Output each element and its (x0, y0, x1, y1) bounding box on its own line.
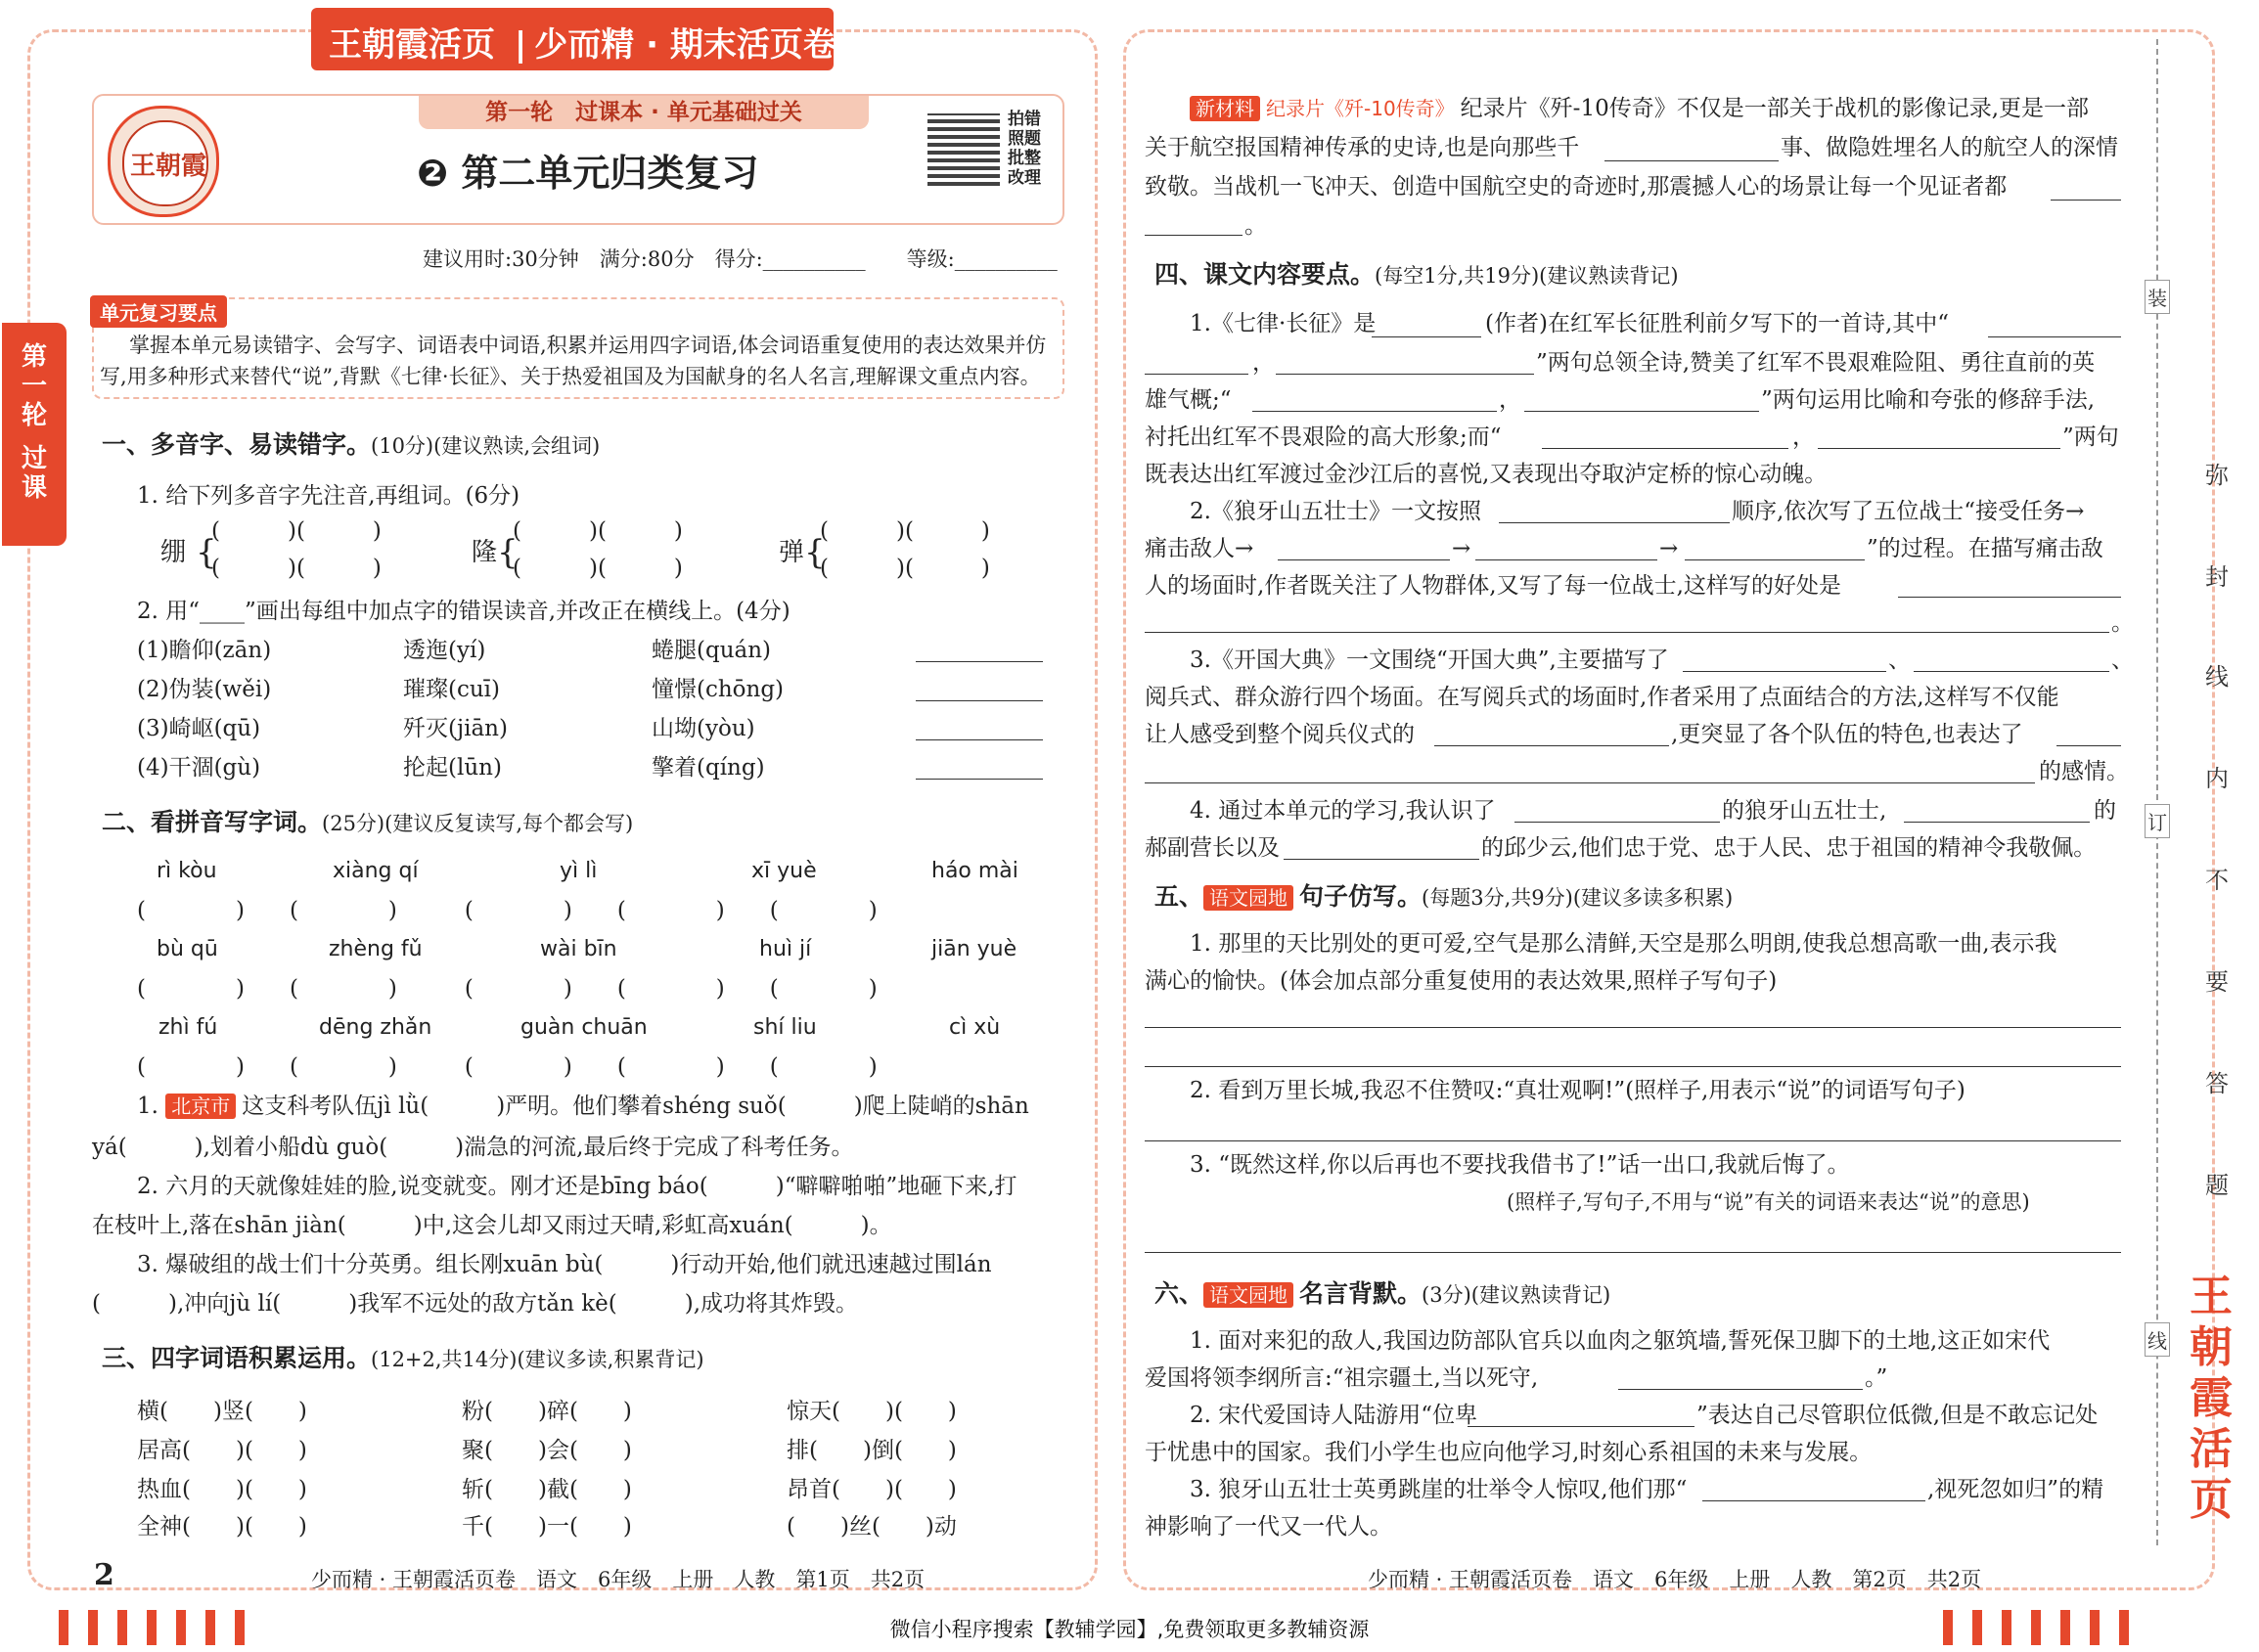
seal-note-6: 要 (2205, 968, 2229, 996)
s4-blank-emotion-2[interactable] (1145, 782, 2035, 783)
footer-right-text: 少而精 · 王朝霞活页卷 语文 6年级 上册 人教 第2页 共2页 (1368, 1568, 1982, 1591)
misread-4-3: 擎着(qíng) (652, 755, 765, 781)
pinyin-2-1: bù qū (157, 937, 218, 961)
idiom-4-3[interactable]: ( )丝( )动 (787, 1514, 957, 1540)
s4-l5: 既表达出红军渡过金沙江后的喜悦,又表现出夺取泸定桥的惊心动魄。 (1145, 462, 1828, 487)
qr-caption-4: 改理 (1008, 168, 1041, 188)
intro-source: 纪录片《歼-10传奇》 (1266, 97, 1455, 120)
s4-blank-1[interactable] (1988, 336, 2121, 337)
s4-l1a: 1.《七律·长征》是 (1190, 311, 1377, 336)
review-label: 单元复习要点 (90, 295, 227, 328)
binding-mark-1: 装 (2145, 280, 2170, 314)
header-banner: 王朝霞活页 | 少而精 · 期末活页卷 (311, 8, 834, 70)
intro-line-2a: 关于航空报国精神传承的史诗,也是向那些千 (1145, 135, 1580, 160)
s4-l6b: 顺序,依次写了五位战士“接受任务→ (1732, 499, 2085, 524)
s4-blank-emotion-1[interactable] (2056, 745, 2121, 746)
s4-l13a: 4. 通过本单元的学习,我认识了 (1190, 798, 1496, 824)
s6-q3b: ,视死忽如归”的精 (1927, 1477, 2104, 1502)
pinyin-2-2: zhèng fǔ (329, 937, 423, 961)
brand-seal-icon (108, 106, 219, 217)
poly-blank-2a[interactable]: ( )( ) (513, 518, 683, 544)
misread-3-1: (3)崎岖(qū) (137, 716, 261, 741)
region-tag: 北京市 (165, 1094, 236, 1119)
s4-l8: 人的场面时,作者既关注了人物群体,又写了每一位战士,这样写的好处是 (1145, 573, 1841, 599)
s6-q2a: 2. 宋代爱国诗人陆游用“位卑 (1190, 1403, 1478, 1428)
intro-line-3: 致敬。当战机一飞冲天、创造中国航空史的奇迹时,那震撼人心的场景让每一个见证者都 (1145, 174, 2008, 200)
qr-caption-1: 拍错 (1008, 110, 1041, 129)
seal-note-2: 封 (2205, 563, 2229, 591)
pinyin-2-3: wài bīn (540, 937, 617, 961)
misread-2-3: 憧憬(chōng) (652, 677, 785, 702)
poly-blank-1a[interactable]: ( )( ) (211, 518, 382, 544)
s6-blank-2[interactable] (1468, 1426, 1694, 1427)
s4-blank-order[interactable] (1499, 522, 1730, 523)
unit-title-wrap (417, 143, 758, 197)
section1-heading: 一、多音字、易读错字。(10分)(建议熟读,会组词) (102, 430, 601, 459)
qr-caption-2: 照题 (1008, 129, 1041, 149)
poly-blank-2b[interactable]: ( )( ) (513, 556, 683, 581)
s4-blank-scene-2[interactable] (1914, 671, 2109, 672)
qr-code-icon[interactable] (927, 113, 1000, 186)
s4-l7a: 痛击敌人→ (1145, 536, 1254, 561)
s6-q2b: ”表达自己尽管职位低微,但是不敢忘记处 (1696, 1403, 2099, 1428)
s5-answer-1b[interactable] (1145, 1066, 2121, 1067)
misread-4-1: (4)干涸(gù) (137, 755, 261, 781)
idiom-1-2[interactable]: 粉( )碎( ) (462, 1399, 632, 1424)
footer-left-text: 少而精 · 王朝霞活页卷 语文 6年级 上册 人教 第1页 共2页 (311, 1568, 926, 1591)
idiom-3-2[interactable]: 斩( )截( ) (462, 1477, 632, 1502)
section3-heading: 三、四字词语积累运用。(12+2,共14分)(建议多读,积累背记) (102, 1344, 704, 1372)
s4-blank-step-3[interactable] (1685, 559, 1865, 560)
poly-blank-1b[interactable]: ( )( ) (211, 556, 382, 581)
misread-4-2: 抡起(lūn) (403, 755, 502, 781)
pinyin-1-4: xī yuè (751, 859, 817, 883)
idiom-4-1[interactable]: 全神( )( ) (137, 1514, 307, 1540)
section4-heading: 四、课文内容要点。(每空1分,共19分)(建议熟读背记) (1154, 260, 1679, 289)
pinyin-3-3: guàn chuān (520, 1015, 648, 1040)
s4-l11a: 让人感受到整个阅兵仪式的 (1145, 722, 1415, 747)
s4-blank-hero-3[interactable] (1284, 859, 1479, 860)
poly-char-3: 弹 (779, 538, 805, 567)
s4-blank-step-2[interactable] (1475, 559, 1657, 560)
s4-l7b: ”的过程。在描写痛击敌 (1867, 536, 2103, 561)
s4-blank-2[interactable] (1145, 374, 1248, 375)
s6-q1b: 爱国将领李纲所言:“祖宗疆土,当以死守, (1145, 1365, 1539, 1391)
s4-l4b: ”两句 (2062, 424, 2119, 450)
s5-q3b: (照样子,写句子,不用与“说”有关的词语来表达“说”的意思) (1507, 1190, 2030, 1214)
seal-note-8: 题 (2205, 1172, 2229, 1199)
poly-blank-3b[interactable]: ( )( ) (820, 556, 990, 581)
binding-mark-3: 线 (2145, 1322, 2170, 1357)
intro-line-2b: 事、做隐姓埋名人的航空人的深情 (1781, 135, 2118, 160)
section6-heading: 六、 语文园地 名言背默。(3分)(建议熟读背记) (1154, 1279, 1611, 1308)
seal-note-7: 答 (2205, 1070, 2229, 1097)
pinyin-1-5: háo mài (931, 859, 1018, 883)
s6-q1a: 1. 面对来犯的敌人,我国边防部队官兵以血肉之躯筑墙,誓死保卫脚下的土地,这正如宋代 (1190, 1328, 2051, 1354)
s4-blank-4[interactable] (1252, 411, 1497, 412)
misread-1-2: 透迤(yí) (403, 638, 486, 663)
idiom-3-1[interactable]: 热血( )( ) (137, 1477, 307, 1502)
s4-blank-author[interactable] (1372, 336, 1481, 337)
s4-l14a: 郝副营长以及 (1145, 835, 1280, 861)
pinyin-2-4: huì jí (759, 937, 812, 961)
s4-blank-5[interactable] (1524, 411, 1759, 412)
s4-l13b: 的狼牙山五壮士, (1722, 798, 1887, 824)
binding-line (2156, 39, 2158, 1545)
s5-answer-3[interactable] (1145, 1252, 2121, 1253)
s5-q1b: 满心的愉快。(体会加点部分重复使用的表达效果,照样子写句子) (1145, 968, 1778, 994)
section5-heading: 五、 语文园地 句子仿写。(每题3分,共9分)(建议多读多积累) (1154, 882, 1734, 911)
pinyin-answers-row-2[interactable]: ( ) ( ) ( ) ( ) ( ) (137, 976, 878, 1002)
seal-note-1: 弥 (2205, 462, 2229, 489)
misread-2-2: 璀璨(cuī) (403, 677, 500, 702)
s5-answer-1a[interactable] (1145, 1027, 2121, 1028)
exam-meta: 建议用时:30分钟 满分:80分 得分:__________ 等级:__________ (423, 247, 1058, 271)
series-name: 少而精 · 期末活页卷 (534, 25, 836, 65)
s4-l12: 的感情。 (2039, 759, 2129, 784)
corner-brand: 王 朝 霞 活 页 (2190, 1272, 2233, 1525)
unit-number-icon: ❷ (417, 152, 449, 195)
s4-blank-benefit-1[interactable] (1898, 597, 2121, 598)
intro-blank-2b[interactable] (1145, 235, 1242, 236)
s1-q1: 1. 给下列多音字先注音,再组词。(6分) (137, 483, 520, 509)
s1-q2: 2. 用“____”画出每组中加点字的错误读音,并改正在横线上。(4分) (137, 599, 791, 624)
pinyin-1-2: xiàng qí (333, 859, 419, 883)
s4-l11b: ,更突显了各个队伍的特色,也表达了 (1671, 722, 2023, 747)
s5-q1a: 1. 那里的天比别处的更可爱,空气是那么清鲜,天空是那么明朗,使我总想高歌一曲,表示我 (1190, 931, 2057, 957)
s4-blank-feel[interactable] (1434, 745, 1669, 746)
s2-p2-line1: 2. 六月的天就像娃娃的脸,说变就变。刚才还是bīng báo( )“噼噼啪啪”地砸下来,打 (137, 1174, 1017, 1199)
title-card (92, 94, 1064, 225)
s2-p2-line2: 在枝叶上,落在shān jiàn( )中,这会儿却又雨过天晴,彩虹高xuán( )。 (92, 1213, 892, 1238)
idiom-4-2[interactable]: 千( )一( ) (462, 1514, 632, 1540)
s6-blank-1[interactable] (1618, 1389, 1863, 1390)
idiom-2-2[interactable]: 聚( )会( ) (462, 1438, 632, 1463)
intro-blank-2a[interactable] (2051, 200, 2121, 201)
s2-p3-line1: 3. 爆破组的战士们十分英勇。组长刚xuān bù( )行动开始,他们就迅速越过围lán (137, 1252, 992, 1277)
idiom-2-1[interactable]: 居高( )( ) (137, 1438, 307, 1463)
review-line-1: 掌握本单元易读错字、会写字、词语表中词语,积累并运用四字词语,体会词语重复使用的表达效果并仿 (129, 334, 1047, 357)
s4-l3b: ”两句运用比喻和夸张的修辞手法, (1761, 387, 2096, 413)
pinyin-answers-row-3[interactable]: ( ) ( ) ( ) ( ) ( ) (137, 1054, 878, 1080)
s5-q3: 3. “既然这样,你以后再也不要找我借书了!”话一出口,我就后悔了。 (1190, 1152, 1850, 1178)
s4-blank-step-1[interactable] (1278, 559, 1450, 560)
s6-q3a: 3. 狼牙山五壮士英勇跳崖的壮举令人惊叹,他们那“ (1190, 1477, 1688, 1502)
s4-l1b: (作者)在红军长征胜利前夕写下的一首诗,其中“ (1485, 311, 1950, 336)
misread-answer-2[interactable] (916, 700, 1043, 701)
pinyin-3-4: shí liu (753, 1015, 817, 1040)
pinyin-3-1: zhì fú (158, 1015, 218, 1040)
misread-answer-3[interactable] (916, 739, 1043, 740)
s4-l3a: 雄气概;“ (1145, 387, 1232, 413)
seal-note-3: 线 (2205, 663, 2229, 691)
s4-blank-6[interactable] (1542, 448, 1788, 449)
section6-tag: 语文园地 (1203, 1282, 1293, 1308)
intro-blank-1[interactable] (1604, 160, 1779, 161)
s4-blank-benefit-2[interactable] (1145, 632, 2109, 633)
seal-text: 王朝霞 (130, 152, 207, 181)
s4-l13c: 的 (2094, 798, 2116, 824)
idiom-1-3[interactable]: 惊天( )( ) (787, 1399, 957, 1424)
s6-q3c: 神影响了一代又一代人。 (1145, 1514, 1392, 1540)
s4-blank-3[interactable] (1276, 374, 1534, 375)
misread-3-3: 山坳(yòu) (652, 716, 755, 741)
brand-name: 王朝霞 (329, 25, 429, 65)
s2-p3-line2: ( ),冲向jù lí( )我军不远处的敌方tǎn kè( ),成功将其炸毁。 (92, 1291, 859, 1317)
s5-answer-2[interactable] (1145, 1140, 2121, 1141)
intro-line-1: 新材料 纪录片《歼-10传奇》 纪录片《歼-10传奇》不仅是一部关于战机的影像记录,更是一部 (1190, 94, 2089, 123)
new-material-tag: 新材料 (1190, 96, 1260, 121)
page-number-left: 2 (94, 1558, 114, 1592)
pinyin-3-2: dēng zhǎn (319, 1015, 432, 1040)
s4-l9a: 3.《开国大典》一文围绕“开国大典”,主要描写了 (1190, 647, 1669, 673)
s4-blank-7[interactable] (1818, 448, 2060, 449)
s4-l4a: 衬托出红军不畏艰险的高大形象;而“ (1145, 424, 1502, 450)
s4-blank-hero-1[interactable] (1514, 822, 1720, 823)
review-line-2: 写,用多种形式来替代“说”,背默《七律·长征》、关于热爱祖国及为国献身的名人名言,理解课文重点内容。 (100, 365, 1041, 388)
section2-heading: 二、看拼音写字词。(25分)(建议反复读写,每个都会写) (102, 808, 634, 836)
pinyin-3-5: cì xù (949, 1015, 1001, 1040)
qr-caption (1008, 110, 1047, 188)
round-label: 第一轮 过课本 · 单元基础过关 (419, 96, 869, 129)
idiom-2-3[interactable]: 排( )倒( ) (787, 1438, 957, 1463)
s4-blank-scene-1[interactable] (1683, 671, 1886, 672)
section5-tag: 语文园地 (1203, 885, 1293, 911)
s2-p1-line2: yá( ),划着小船dù guò( )湍急的河流,最后终于完成了科考任务。 (92, 1135, 854, 1160)
misread-answer-4[interactable] (916, 779, 1043, 780)
s2-p1-line1: 1. 北京市 这支科考队伍jì lǜ( )严明。他们攀着shéng suǒ( )爬上陡峭的shān (137, 1094, 1029, 1119)
seal-note-4: 内 (2205, 765, 2229, 792)
misread-3-2: 歼灭(jiān) (403, 716, 508, 741)
pinyin-1-3: yì lì (560, 859, 598, 883)
poly-char-2: 隆 (472, 538, 498, 567)
seal-note-5: 不 (2205, 867, 2229, 894)
binding-mark-2: 订 (2145, 804, 2170, 838)
unit-title: 第二单元归类复习 (461, 152, 759, 195)
misread-1-3: 蜷腿(quán) (652, 638, 772, 663)
worksheet-page: 王朝霞活页 | 少而精 · 期末活页卷 王朝霞 第一轮 过课本 · 单元基础过关 ❷ 第二单元归类复习 拍错 照题 批整 改理 建议用时:30分钟 满分:80分 得分:__________ 等级:__________ 第 一 轮 过 课 单元复习要点 掌握本单元易读错字、会写字、词语表中词语,积累并运用四字词语,体会词语重复使用的表达效果并仿 写,用多种形式来替代“说”,背默《七律·长征》、关于热爱祖国及为国献身的名人名言,理解课文重点内容。 一、多音字、易读错字。(10分)(建议熟读,会组词) 1. 给下列多音字先注音,再组词。(6分) 绷 { ( )( ) ( )( ) 隆 { ( )( ) ( )( ) 弹 { ( )( ) ( )( ) 2. 用“____”画出每组中加点字的错误读音,并改正在横线上。(4分) (1)瞻仰(zān) 透迤(yí) 蜷腿(quán) (2)伪装(wěi) 璀璨(cuī) 憧憬(chōng) (3)崎岖(qū) 歼灭(jiān) 山坳(yòu) (4)干涸(gù) 抡起(lūn) 擎着(qíng) 二、看拼音写字词。(25分)(建议反复读写,每个都会写) rì kòu xiàng qí yì lì xī yuè háo mài ( ) ( ) ( ) ( ) ( ) bù qū zhèng fǔ wài bīn huì jí jiān yuè ( ) ( ) ( ) ( ) ( ) zhì fú dēng zhǎn guàn chuān shí liu cì xù ( ) ( ) ( ) ( ) ( ) 1. 北京市 这支科考队伍jì lǜ( )严明。他们攀着shéng suǒ( )爬上陡峭的shān yá( ),划着小船dù guò( )湍急的河流,最后终于完成了科考任务。 2. 六月的天就像娃娃的脸,说变就变。刚才还是bīng báo( )“噼噼啪啪”地砸下来,打 在枝叶上,落在shān jiàn( )中,这会儿却又雨过天晴,彩虹高xuán( )。 3. 爆破组的战士们十分英勇。组长刚xuān bù( )行动开始,他们就迅速越过围lán ( ),冲向jù lí( )我军不远处的敌方tǎn kè( ),成功将其炸毁。 三、四字词语积累运用。(12+2,共14分)(建议多读,积累背记) 横( )竖( ) 粉( )碎( ) 惊天( )( ) 居高( )( ) 聚( )会( ) 排( )倒( ) 热血( )( ) 斩( )截( ) 昂首( )( ) 全神( )( ) 千( )一( ) ( )丝( )动 2 少而精 · 王朝霞活页卷 语文 6年级 上册 人教 第1页 共2页 新材料 纪录片《歼-10传奇》 纪录片《歼-10传奇》不仅是一部关于战机的影像记录,更是一部 关于航空报国精神传承的史诗,也是向那些千 事、做隐姓埋名人的航空人的深情 致敬。当战机一飞冲天、创造中国航空史的奇迹时,那震撼人心的场景让每一个见证者都 。 四、课文内容要点。(每空1分,共19分)(建议熟读背记) 1.《七律·长征》是 (作者)在红军长征胜利前夕写下的一首诗,其中“ ， ”两句总领全诗,赞美了红军不畏艰难险阻、勇往直前的英 雄气概;“ ， ”两句运用比喻和夸张的修辞手法, 衬托出红军不畏艰险的高大形象;而“ ， ”两句 既表达出红军渡过金沙江后的喜悦,又表现出夺取泸定桥的惊心动魄。 2.《狼牙山五壮士》一文按照 顺序,依次写了五位战士“接受任务→ 痛击敌人→ → → ”的过程。在描写痛击敌 人的场面时,作者既关注了人物群体,又写了每一位战士,这样写的好处是 。 3.《开国大典》一文围绕“开国大典”,主要描写了 、 、 阅兵式、群众游行四个场面。在写阅兵式的场面时,作者采用了点面结合的方法,这样写不仅能 让人感受到整个阅兵仪式的 ,更突显了各个队伍的特色,也表达了 的感情。 4. 通过本单元的学习,我认识了 的狼牙山五壮士, 的 郝副营长以及 的邱少云,他们忠于党、忠于人民、忠于祖国的精神令我敬佩。 五、 语文园地 句子仿写。(每题3分,共9分)(建议多读多积累) 1. 那里的天比别处的更可爱,空气是那么清鲜,天空是那么明朗,使我总想高歌一曲,表示我 满心的愉快。(体会加点部分重复使用的表达效果,照样子写句子) 2. 看到万里长城,我忍不住赞叹:“真壮观啊!”(照样子,用表示“说”的词语写句子) 3. “既然这样,你以后再也不要找我借书了!”话一出口,我就后悔了。 (照样子,写句子,不用与“说”有关的词语来表达“说”的意思) 六、 语文园地 名言背默。(3分)(建议熟读背记) 1. 面对来犯的敌人,我国边防部队官兵以血肉之躯筑墙,誓死保卫脚下的土地,这正如宋代 爱国将领李纲所言:“祖宗疆土,当以死守, 。” 2. 宋代爱国诗人陆游用“位卑 ”表达自己尽管职位低微,但是不敢忘记处 于忧患中的国家。我们小学生也应向他学习,时刻心系祖国的未来与发展。 3. 狼牙山五壮士英勇跳崖的壮举令人惊叹,他们那“ ,视死忽如归”的精 神影响了一代又一代人。 少而精 · 王朝霞活页卷 语文 6年级 上册 人教 第2页 共2页 装 订 线 弥 封 线 内 不 要 答 题 王 朝 霞 活 页 微信小程序搜索【教辅学园】,免费领取更多教辅资源 (0, 0, 2259, 1652)
idiom-3-3[interactable]: 昂首( )( ) (787, 1477, 957, 1502)
qr-caption-3: 批整 (1008, 149, 1041, 168)
pinyin-1-1: rì kòu (157, 859, 217, 883)
s4-l6a: 2.《狼牙山五壮士》一文按照 (1190, 499, 1481, 524)
round-side-tab: 第 一 轮 过 课 (2, 323, 67, 546)
brand-suffix: 活页 (429, 25, 495, 65)
s4-l10: 阅兵式、群众游行四个场面。在写阅兵式的场面时,作者采用了点面结合的方法,这样写不仅能 (1145, 685, 2059, 710)
pinyin-2-5: jiān yuè (931, 937, 1017, 961)
s4-l14b: 的邱少云,他们忠于党、忠于人民、忠于祖国的精神令我敬佩。 (1481, 835, 2097, 861)
misread-1-1: (1)瞻仰(zān) (137, 638, 272, 663)
pinyin-answers-row-1[interactable]: ( ) ( ) ( ) ( ) ( ) (137, 898, 878, 923)
s4-l2a: ”两句总领全诗,赞美了红军不畏艰难险阻、勇往直前的英 (1536, 350, 2096, 376)
poly-blank-3a[interactable]: ( )( ) (820, 518, 990, 544)
bottom-note: 微信小程序搜索【教辅学园】,免费领取更多教辅资源 (889, 1618, 1370, 1641)
misread-2-1: (2)伪装(wěi) (137, 677, 272, 702)
idiom-1-1[interactable]: 横( )竖( ) (137, 1399, 307, 1424)
poly-char-1: 绷 (160, 538, 187, 567)
s6-blank-3[interactable] (1702, 1500, 1925, 1501)
misread-answer-1[interactable] (916, 661, 1043, 662)
s6-q2c: 于忧患中的国家。我们小学生也应向他学习,时刻心系祖国的未来与发展。 (1145, 1440, 1873, 1465)
s5-q2: 2. 看到万里长城,我忍不住赞叹:“真壮观啊!”(照样子,用表示“说”的词语写句子) (1190, 1078, 1965, 1103)
s4-blank-hero-2[interactable] (1904, 822, 2090, 823)
